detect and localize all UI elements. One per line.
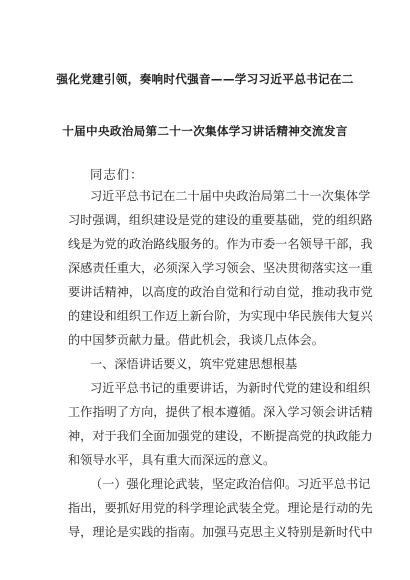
paragraph-line: 线是为党的政治路线服务的。作为市委一名领导干部，我 [68, 237, 373, 251]
section-heading: 一、深悟讲话要义，筑牢党建思想根基 [90, 357, 298, 371]
paragraph-line: 和领导水平，具有重大而深远的意义。 [68, 453, 276, 467]
salutation: 同志们： [90, 167, 144, 182]
paragraph-line: 导，理论是实践的指南。加强马克思主义特别是新时代中 [68, 525, 373, 539]
paragraph-line: 习近平总书记的重要讲话，为新时代党的建设和组织 [90, 381, 371, 395]
paragraph-line: 神，对于我们全面加强党的建设，不断提高党的执政能力 [68, 429, 373, 443]
paragraph-line: 要讲话精神，以高度的政治自觉和行动自觉，推动我市党 [68, 285, 373, 299]
document-title-line-1: 强化党建引领，奏响时代强音——学习习近平总书记在二 [56, 72, 354, 86]
paragraph-line: 的建设和组织工作迈上新台阶，为实现中华民族伟大复兴 [68, 309, 373, 323]
document-title-line-2: 十届中央政治局第二十一次集体学习讲话精神交流发言 [62, 124, 348, 138]
paragraph-line: 习近平总书记在二十届中央政治局第二十一次集体学 [90, 189, 371, 203]
paragraph-line: 的中国梦贡献力量。借此机会，我谈几点体会。 [68, 333, 324, 347]
paragraph-line: 深感责任重大，必须深入学习领会、坚决贯彻落实这一重 [68, 261, 373, 275]
paragraph-line: 习时强调，组织建设是党的建设的重要基础，党的组织路 [68, 213, 373, 227]
paragraph-line: 指出，要抓好用党的科学理论武装全党。理论是行动的先 [68, 501, 373, 515]
paragraph-line: （一）强化理论武装，坚定政治信仰。习近平总书记 [90, 477, 371, 491]
paragraph-line: 工作指明了方向，提供了根本遵循。深入学习领会讲话精 [68, 405, 373, 419]
